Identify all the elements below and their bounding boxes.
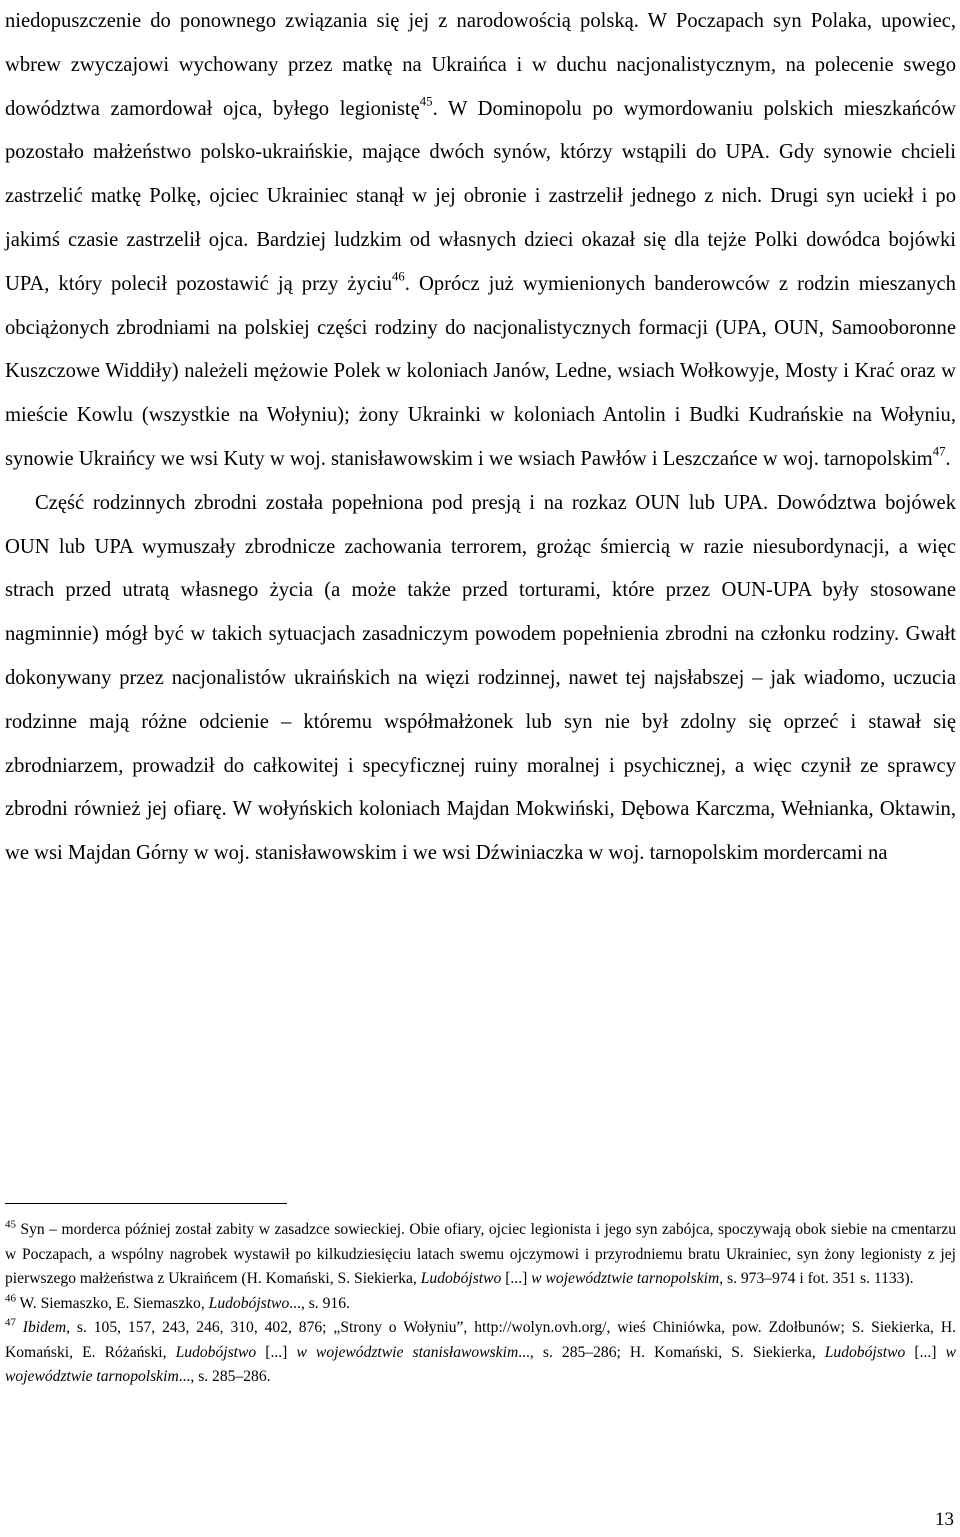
footnote-ref-46[interactable]: 46 [392, 269, 405, 284]
footnote-47-text-e: [...] [905, 1343, 946, 1361]
paragraph-1-text-c: . Oprócz już wymienionych banderowców z rodzin mieszanych obciążonych zbrodniami na polskiej części rodziny do nacjonalistycznych formacji (UPA, OUN, Samooboronne Kuszczowe Widdiły) należeli mężowie Polek w koloniach Janów, Ledne, wsiach Wołkowyje, Mosty i Krać oraz w mieście Kowlu (wszystkie na Wołyniu); żony Ukrainki w koloniach Antolin i Budki Kudrańskie na Wołyniu, synowie Ukraińcy we wsi Kuty w woj. stanisławowskim i we wsiach Pawłów i Leszczańce w woj. tarnopolskim [5, 272, 956, 470]
footnote-47-title-2: w województwie stanisławowskim [296, 1343, 519, 1361]
footnote-47-text-d: ..., s. 285–286; H. Komański, S. Siekierka, [518, 1343, 825, 1361]
footnote-47-text-f: ..., s. 285–286. [178, 1368, 271, 1385]
footnote-45 [5, 1218, 956, 1292]
footnote-47-text-a [16, 1319, 23, 1336]
footnote-46 [5, 1292, 956, 1317]
paragraph-1-text-a: niedopuszczenie do ponownego związania się jej z narodowością polską. W Poczapach syn Polaka, upowiec, wbrew zwyczajowi wychowany przez matkę na Ukraińca i w duchu nacjonalistycznym, na polecenie swego dowództwa zamordował ojca, byłego legionistę [5, 10, 956, 120]
footnotes [5, 1218, 956, 1390]
paragraph-1-text-b: . W Dominopolu po wymordowaniu polskich mieszkańców pozostało małżeństwo polsko-ukraińskie, mające dwóch synów, którzy wstąpili do UPA. Gdy synowie chcieli zastrzelić matkę Polkę, ojciec Ukrainiec stanął w jej obronie i zastrzelił jednego z nich. Drugi syn uciekł i po jakimś czasie zastrzelił ojca. Bardziej ludzkim od własnych dzieci okazał się dla tejże Polki dowódca bojówki UPA, który polecił pozostawić ją przy życiu [5, 97, 956, 295]
footnote-45-text-c: , s. 973–974 i fot. 351 s. 1133). [719, 1270, 914, 1287]
footnote-47-title-3: Ludobójstwo [824, 1343, 906, 1361]
footnote-separator [5, 1203, 287, 1204]
page-number: 13 [935, 1509, 954, 1530]
footnote-45-title-2: w województwie tarnopolskim [531, 1270, 720, 1287]
footnote-46-text-a: W. Siemaszko, E. Siemaszko, [15, 1294, 209, 1312]
footnote-ref-45[interactable]: 45 [419, 94, 433, 109]
footnote-46-title: Ludobójstwo [208, 1294, 290, 1312]
main-text [5, 0, 956, 876]
paragraph-1-text-d: . [945, 447, 951, 470]
paragraph-2: Część rodzinnych zbrodni została popełniona pod presją i na rozkaz OUN lub UPA. Dowództwa bojówek OUN lub UPA wymuszały zbrodnicze zachowania terrorem, grożąc śmiercią w razie niesubordynacji, a więc strach przed utratą własnego życia (a może także przed torturami, które przez OUN-UPA były stosowane nagminnie) mógł być w takich sytuacjach zasadniczym powodem popełnienia zbrodni na członku rodziny. Gwałt dokonywany przez nacjonalistów ukraińskich na więzi rodzinnej, nawet tej najsłabszej – jak wiadomo, uczucia rodzinne mają różne odcienie – któremu współmałżonek lub syn nie był zdolny się oprzeć i stawał się zbrodniarzem, prowadził do całkowitej i specyficznej ruiny moralnej i psychicznej, a więc czynił ze sprawcy zbrodni również jej ofiarę. W wołyńskich koloniach Majdan Mokwiński, Dębowa Karczma, Wełnianka, Oktawin, we wsi Majdan Górny w woj. stanisławowskim i we wsi Dźwiniaczka w woj. tarnopolskim mordercami na [5, 491, 956, 865]
footnote-47-ibidem: Ibidem [22, 1319, 67, 1336]
footnote-45-title: Ludobójstwo [420, 1270, 502, 1287]
footnote-47-text-b: , s. 105, 157, 243, 246, 310, 402, 876; „Strony o Wołyniu”, http://wolyn.ovh.org/, wieś Chiniówka, pow. Zdołbunów; S. Siekierka, H. Komański, E. Różański, [5, 1319, 956, 1361]
footnote-ref-47[interactable]: 47 [932, 444, 946, 459]
footnote-number-45: 45 [5, 1218, 16, 1231]
footnote-45-text-a: Syn – morderca później został zabity w zasadzce sowieckiej. Obie ofiary, ojciec legionista i jego syn zabójca, spoczywają obok siebie na cmentarzu w Poczapach, a wspólny nagrobek wystawił po kilkudziesięciu latach swemu ojczymowi i przyrodniemu bratu Ukrainiec, syn żony legionisty z jej pierwszego małżeństwa z Ukraińcem (H. Komański, S. Siekierka, [5, 1221, 956, 1287]
footnote-46-text-b: ..., s. 916. [289, 1294, 350, 1312]
footnote-number-47: 47 [5, 1316, 16, 1329]
footnote-47-text-c: [...] [256, 1343, 297, 1361]
footnote-number-46: 46 [5, 1291, 16, 1304]
footnote-45-text-b: [...] [501, 1270, 532, 1287]
footnote-47-title: Ludobójstwo [175, 1343, 257, 1361]
paragraph-1 [5, 0, 956, 482]
footnote-47-title-4: w województwie tarnopolskim [5, 1343, 956, 1385]
footnote-47 [5, 1316, 956, 1390]
